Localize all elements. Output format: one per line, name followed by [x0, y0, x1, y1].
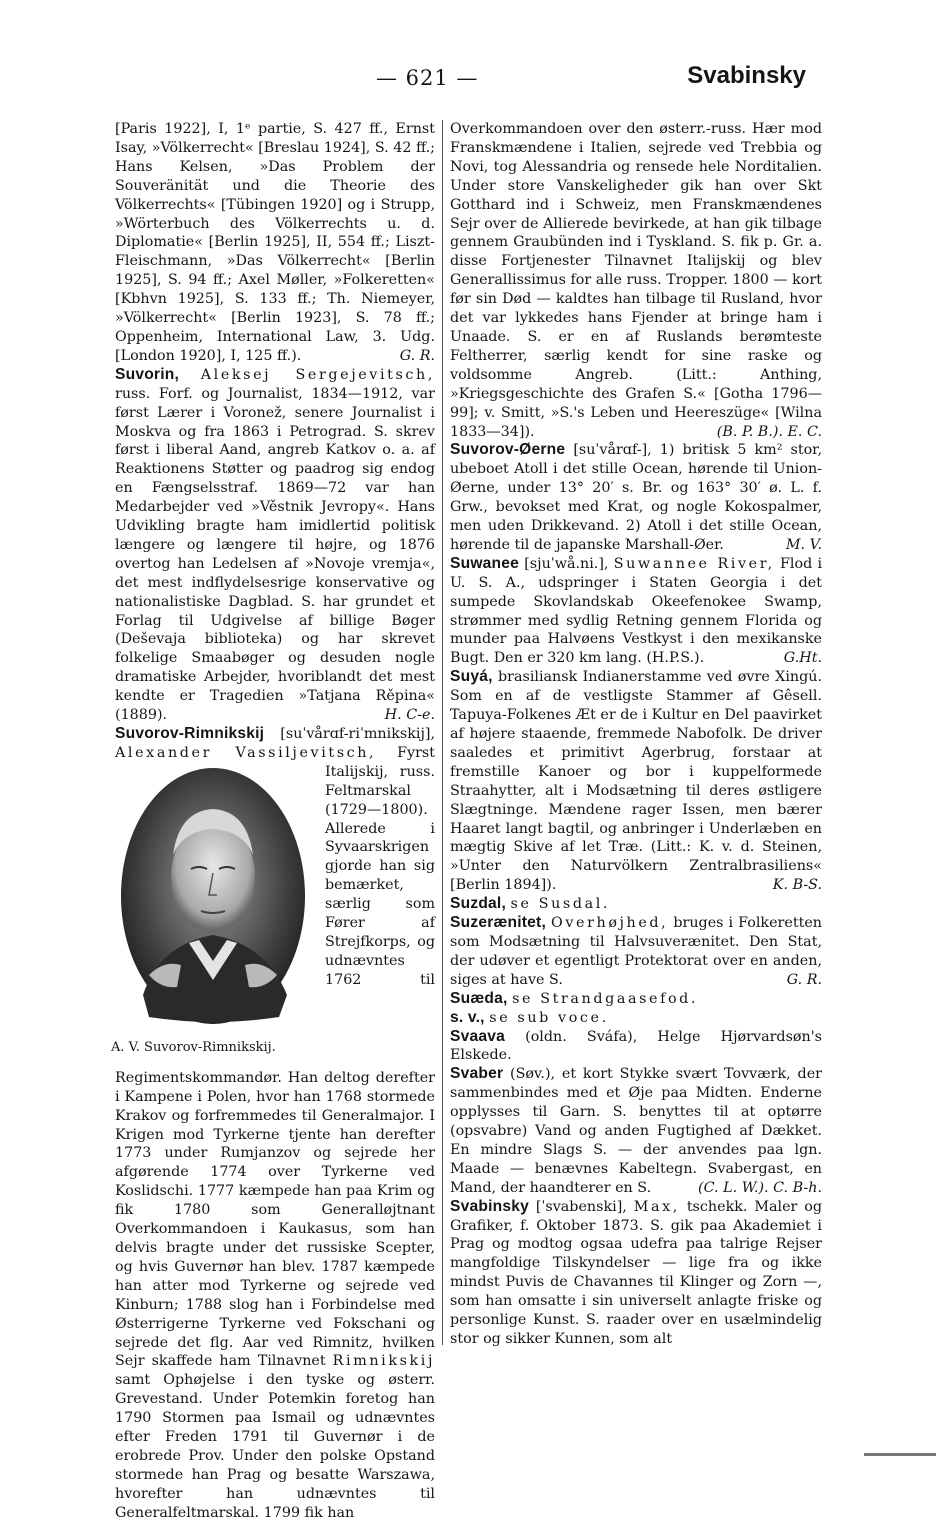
headword: s. v., [450, 1008, 485, 1026]
pronunciation: [ˈsvabenski], [535, 1198, 627, 1215]
headword: Suæda, [450, 989, 508, 1007]
entry-suvorov-rimnikskij [111, 725, 436, 1523]
spaced-name: Alexander Vassiljevitsch, [115, 744, 377, 761]
spaced-name: Max, [633, 1198, 680, 1215]
entry-suvorin [115, 366, 435, 725]
entry-svaava [450, 1028, 822, 1066]
literature-text: [Paris 1922], I, 1ᵉ partie, S. 427 ff., Ernst Isay, »Völkerrecht« [Breslau 1924], S. 42 ff.; Hans Kelsen, »Das Problem der Souveränität und die Theorie des Völkerrechts« [Tübingen 1920] og i Strupp, »Wörterbuch des Völkerrechts u. d. Diplomatie« [Berlin 1925], II, 554 ff.; Liszt-Fleischmann, »Das Völkerrecht« [Berlin 1925], S. 94 ff.; Axel Møller, »Folkeretten« [Kbhvn 1925], S. 133 ff.; Th. Niemeyer, »Völkerrecht« [Berlin 1923], S. 78 ff.; Oppenheim, International Law, 3. Udg. [London 1920], I, 125 ff.). [115, 121, 435, 364]
entry-text: Fyrst Italijskij, russ. Feltmarskal (1729—1800). Allerede i Syvaarskrigen gjorde han sig bemærket, særlig som Fører af Strejfkorps, og udnævntes 1762 til Regimentskommandør. Han deltog derefter i Kampene i Polen, hvor han 1768 stormede Krakov og forfremmedes til Generalmajor. I Krigen mod Tyrkerne tjente han derefter 1773 under Rumjanzov og sejrede her afgørende 1774 over Tyrkerne ved Koslidschi. 1777 kæmpede han paa Krim og fik 1780 som Generalløjtnant Overkommandoen i Kaukasus, som han delvis bragte under det russiske Scepter, og hvis Guvernør han blev. 1787 kæmpede han atter mod Tyrkerne og sejrede ved Kinburn; 1788 slog han i Forbindelse med Østerrigerne Tyrkerne ved Fokschani og sejrede det flg. Aar ved Rimnitz, hvilken Sejr skaffede ham Tilnavnet [115, 744, 436, 1370]
entry-suaeda [450, 990, 822, 1009]
portrait-figure [111, 765, 315, 1065]
entry-text: (oldn. Sváfa), Helge Hjørvardsøn's Elskede. [450, 1028, 823, 1064]
left-column [111, 120, 436, 1523]
headword: Suvorov-Øerne [450, 441, 566, 459]
signature: H. C-e. [384, 707, 435, 724]
page-header [0, 62, 936, 102]
entry-text: tschekk. Maler og Grafiker, f. Oktober 1873. S. gik paa Akademiet i Prag og modtog ogsaa udefra paa talrige Rejser mangfoldige Tilskyndelser — lige fra og ikke mindst Puvis de Chavannes til Klinger og Zorn —, som han omsatte i sin universelt anlagte friske og personlige Kunst. S. raader over en usælmindelig stor og sikker Kunnen, som alt [450, 1198, 823, 1347]
right-column [450, 120, 822, 1349]
headword: Svaber [450, 1065, 504, 1083]
headword: Svabinsky [450, 1197, 529, 1215]
spaced-name: Suwannee River, [613, 555, 775, 572]
spaced-term: Overhøjhed, [551, 915, 669, 932]
pronunciation: [sjuˈwå.ni.], [524, 555, 609, 572]
entry-svabinsky [450, 1198, 822, 1349]
headword: Suvorin, [115, 365, 179, 383]
entry-text: Overkommandoen over den østerr.-russ. Hær mod Franskmændene i Italien, sejrede ved Trebbia og Novi, tog Alessandria og rensede hele Norditalien. Under store Vanskeligheder gik han over Skt Gotthard ind i Schweiz, men Franskmændenes Sejr over de Allierede bevirkede, at han gik tilbage gennem Graubünden ind i Tyskland. S. fik p. Gr. a. disse Fortjenester Tilnavnet Italijskij og blev Generallissimus for alle russ. Tropper. 1800 — kort før sin Død — kaldtes han tilbage til Rusland, hvor det var lykkedes hans Fjender at bringe ham i Unaade. S. er en af Ruslands berømteste Feltherrer, særlig kendt for sine raske og voldsomme Angreb. (Litt.: Anthing, »Kriegsgeschichte des Grafen S.« [Gotha 1796—99]; v. Smitt, »S.'s Leben und Heereszüge« [Wilna 1833—34]). [450, 121, 822, 440]
entry-text: (Søv.), et kort Stykke svært Tovværk, der sammenbindes med et Øje paa Midten. Enderne opplysses til Garn. S. benyttes til at optørre (opsvabre) Vand og anden Fugtighed af Dækket. En mindre Slags S. — der anvendes paa lgn. Maade — benævnes Kabeltegn. Svabergast, en Mand, der haandterer en S. [450, 1066, 822, 1196]
spaced-name: Aleksej Sergejevitsch, [200, 366, 435, 383]
signature: (B. P. B.). E. C. [716, 423, 822, 440]
cross-reference: se Strandgaasefod. [512, 990, 699, 1007]
headword: Suwanee [450, 554, 519, 572]
signature: K. B-S. [772, 877, 822, 894]
entry-suvorov-oerne [450, 441, 822, 554]
page-number: — 621 — [376, 66, 479, 90]
entry-svaber [450, 1065, 822, 1197]
entry-text: [suˈvårɑf-], 1) britisk 5 km² stor, ubeboet Atoll i det stille Ocean, hørende til Union-Øerne, under 13° 20′ s. Br. og 163° 30′ ø. L. f. Grw., bevokset med Krat, og nogle Kokospalmer, men uden Drikkevand. 2) Atoll i det stille Ocean, hørende til de japanske Marshall-Øer. [450, 442, 822, 553]
entry-text: brasiliansk Indianerstamme ved øvre Xingú. Som en af de vestligste Stammer af Gêsell. Tapuya-Folkenes Æt er de i Kultur en Del paavirket af højere staaende, fremmede Nabofolk. De driver saaledes et primitivt Agerbrug, forstaar at fremstille Kanoer og bor i kuppelformede Straahytter, alt i Modsætning til deres østligere Slægtninge. Mændene rager Issen, men bærer Haaret langt bagtil, og anbringer i Underlæben en mægtig Skive af let Træ. (Litt.: K. v. d. Steinen, »Unter den Naturvölkern Zentralbrasiliens« [Berlin 1894]). [450, 669, 822, 894]
signature: G. R. [786, 971, 822, 988]
entry-text: Flod i U. S. A., udspringer i Staten Georgia i det sumpede Skovlandskab Okeefenokee Swamp, strømmer med sydlig Retning gennem Florida og munder paa Halvøens Vestkyst i den mexikanske Bugt. Den er 320 km lang. (H.P.S.). [450, 555, 823, 667]
column-rule [442, 120, 443, 1345]
signature: (C. L. W.). C. B-h. [698, 1179, 822, 1196]
headword: Suvorov-Rimnikskij [115, 725, 265, 742]
entry-sv [450, 1009, 822, 1028]
entry-suya [450, 668, 822, 895]
entry-suveraenitet-literature [115, 120, 435, 366]
entry-text: bruges i Folkeretten som Modsætning til Halvsuverænitet. Den Stat, der udøver et egentligt Protektorat over en anden, siges at have S. [450, 915, 823, 988]
entry-text: russ. Forf. og Journalist, 1834—1912, var først Lærer i Voronež, senere Journalist i Moskva og fra 1863 i Petrograd. S. skrev først i liberal Aand, angreb Katkov o. a. af Reaktionens Støtter og paadrog sig endog en Fængselsstraf. 1869—72 var han Medarbejder ved »Věstnik Jevropy«. Hans Udvikling bragte ham imidlertid politisk længere og længere til højre, og 1876 overtog han Ledelsen af »Novoje vremja«, det mest indflydelsesrige konservative og nationalistiske Dagblad. S. har grundet et Forlag til Udgivelse af billige Bøger (Deševaja biblioteka) og har skrevet folkelige Smaabøger og desuden nogle dramatiske Arbejder, hvoriblandt det mest kendte er Tragedien »Tatjana Rěpina« (1889). [115, 385, 435, 724]
bottom-edge-mark [864, 1453, 936, 1456]
cross-reference: se Susdal. [510, 896, 611, 913]
signature: G.Ht. [783, 650, 822, 667]
spaced-name: Rimnikskij [332, 1353, 435, 1370]
headword: Suyá, [450, 668, 493, 686]
entry-text: samt Ophøjelse i den tyske og østerr. Grevestand. Under Potemkin foretog han 1790 Stormen paa Ismail og udnævntes efter Freden 1791 til Guvernør i de erobrede Prov. Under den polske Opstand stormede han Prag og besatte Warszawa, hvorefter han udnævntes til Generalfeltmarskal. 1799 fik han [115, 1372, 435, 1521]
headword: Svaava [450, 1027, 505, 1045]
portrait-caption: A. V. Suvorov-Rimnikskij. [111, 1039, 276, 1055]
headword: Suzerænitet, [450, 914, 546, 932]
entry-suzeraenitet [450, 914, 822, 990]
running-title: Svabinsky [687, 62, 806, 89]
entry-suvorov-continued [450, 120, 822, 441]
cross-reference: se sub voce. [489, 1009, 609, 1026]
entry-suzdal [450, 895, 822, 914]
entry-suwanee [450, 555, 822, 668]
headword: Suzdal, [450, 895, 506, 913]
pronunciation: [suˈvårɑf-riˈmnikskij], [280, 726, 435, 742]
portrait-image [119, 765, 307, 1027]
signature: M. V. [785, 536, 822, 553]
signature: G. R. [399, 347, 435, 364]
